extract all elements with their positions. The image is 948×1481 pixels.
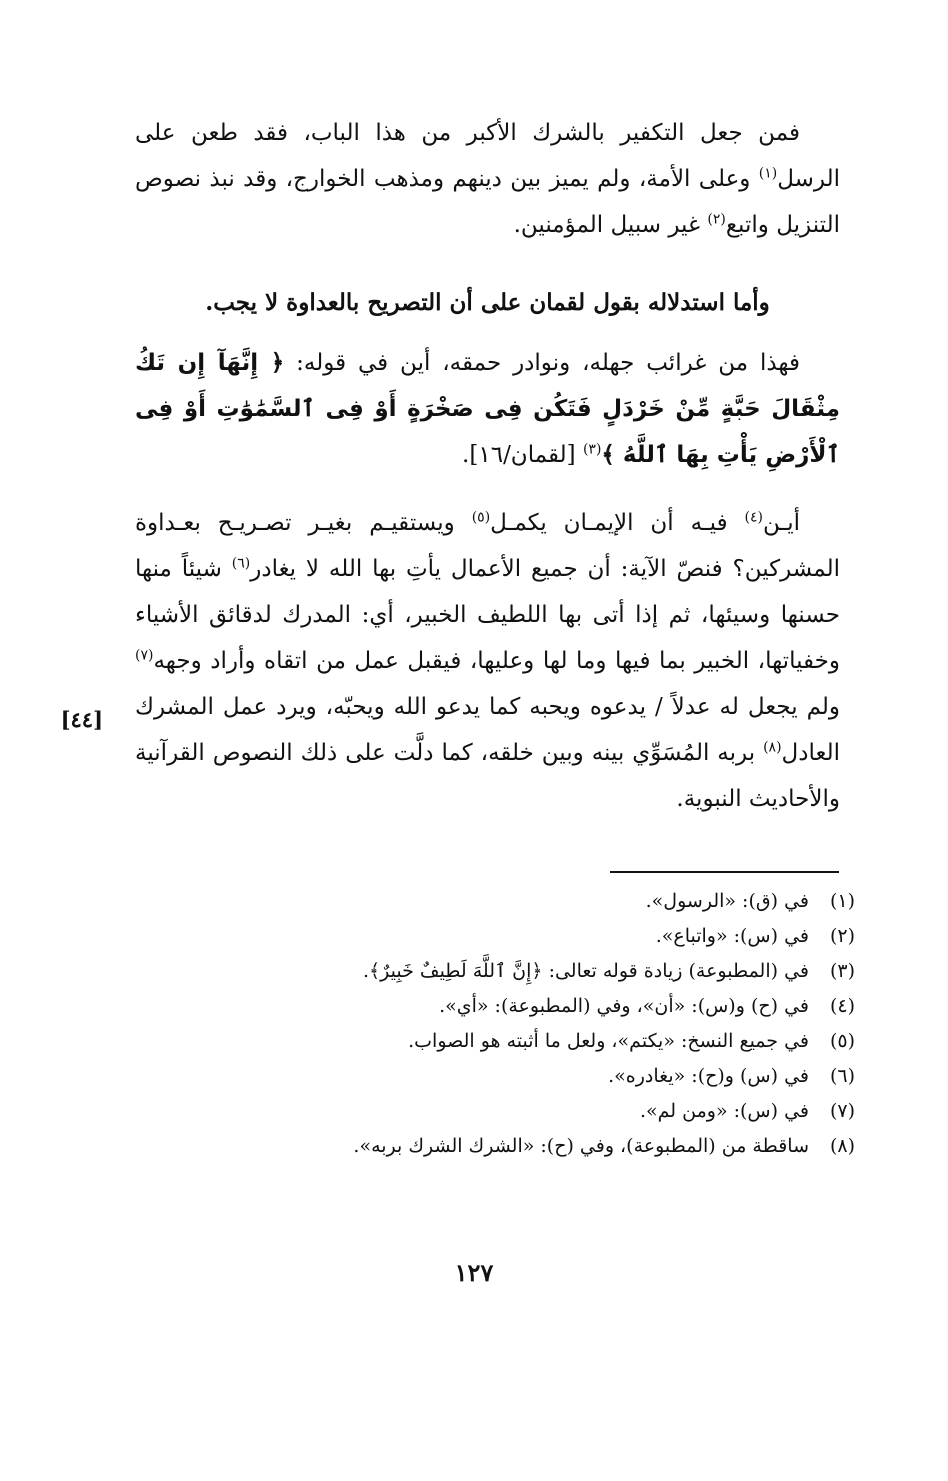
paragraph-3 (135, 500, 840, 822)
paragraph-3-text-d: شيئاً منها حسنها وسيئها، ثم إذا أتى بها اللطيف الخبير، أي: المدرك لدقائق الأشياء وخفياتها، الخبير بما فيها وما لها وعليها، فيقبل عمل من اتقاه وأراد وجهه (135, 556, 840, 674)
paragraph-1-text-a: فمن جعل التكفير بالشرك الأكبر من هذا الباب، فقد طعن على الرسل (135, 120, 840, 192)
footnote-marker-4[interactable]: (٤) (744, 509, 763, 526)
footnote-item (135, 989, 855, 1024)
footnote-marker-7[interactable]: (٧) (135, 647, 154, 664)
footnote-item (135, 1129, 855, 1164)
footnote-text: في (ق): «الرسول». (645, 890, 809, 912)
quran-verse: ﴿ إِنَّهَآ إِن تَكُ مِثْقَالَ حَبَّةٍ مِّنْ خَرْدَلٍ فَتَكُن فِى صَخْرَةٍ أَوْ فِى ٱلسَّمَٰوَٰتِ أَوْ فِى ٱلْأَرْضِ يَأْتِ بِهَا ٱللَّهُ ﴾ (135, 350, 840, 468)
footnote-item (135, 919, 855, 954)
footnote-text: ساقطة من (المطبوعة)، وفي (ح): «الشرك الشرك بربه». (353, 1135, 809, 1157)
footnote-marker-1[interactable]: (١) (758, 165, 778, 182)
section-heading: وأما استدلاله بقول لقمان على أن التصريح بالعداوة لا يجب. (205, 289, 770, 316)
footnote-number: (٦) (829, 1065, 855, 1087)
paragraph-1-text-c: غير سبيل المؤمنين. (513, 212, 708, 238)
footnote-marker-5[interactable]: (٥) (471, 509, 491, 526)
footnote-text: في (ح) و(س): «أن»، وفي (المطبوعة): «أي». (439, 995, 809, 1017)
paragraph-2 (135, 340, 840, 478)
footnote-number: (١) (829, 890, 855, 912)
footnotes-list (135, 884, 855, 1164)
footnote-text: في (المطبوعة) زيادة قوله تعالى: ﴿إِنَّ ٱللَّهَ لَطِيفٌ خَبِيرٌ﴾. (363, 960, 809, 982)
footnote-marker-3[interactable]: (٣) (582, 441, 602, 458)
footnote-item (135, 1094, 855, 1129)
footnote-text: في (س) و(ح): «يغادره». (608, 1065, 809, 1087)
footnote-item (135, 1024, 855, 1059)
footnote-text: في جميع النسخ: «يكتم»، ولعل ما أثبته هو الصواب. (408, 1030, 809, 1052)
paragraph-3-text-c: ويستقيـم بغيـر تصـريـح بعـداوة المشركين؟ فنصّ الآية: أن جميع الأعمال يأتِ بها الله لا يغادر (135, 510, 840, 582)
footnote-number: (٤) (829, 995, 855, 1017)
paragraph-3-text-a: أيـن (762, 510, 800, 536)
verse-reference: [لقمان/١٦]. (462, 442, 583, 468)
footnote-item (135, 954, 855, 989)
paragraph-1 (135, 110, 840, 248)
paragraph-3-text-e: ولم يجعل له عدلاً / يدعوه ويحبه كما يدعو الله ويحبّه، ويرد عمل المشرك العادل (135, 694, 840, 766)
paragraph-2-intro: فهذا من غرائب جهله، ونوادر حمقه، أين في قوله: (284, 350, 801, 376)
footnote-text: في (س): «واتباع». (655, 925, 809, 947)
footnote-number: (٨) (829, 1135, 855, 1157)
paragraph-3-text-b: فيـه أن الإيمـان يكمـل (490, 510, 745, 536)
footnote-item (135, 884, 855, 919)
footnote-item (135, 1059, 855, 1094)
footnote-marker-6[interactable]: (٦) (231, 555, 251, 572)
footnote-marker-2[interactable]: (٢) (707, 211, 726, 228)
footnote-number: (٣) (829, 960, 855, 982)
footnote-text: في (س): «ومن لم». (640, 1100, 809, 1122)
footnote-separator (610, 871, 839, 873)
footnote-number: (٢) (829, 925, 855, 947)
paragraph-1-text-b: وعلى الأمة، ولم يميز بين دينهم ومذهب الخوارج، وقد نبذ نصوص التنزيل واتبع (135, 166, 840, 238)
footnote-marker-8[interactable]: (٨) (763, 739, 782, 756)
paragraph-3-text-f: بربه المُسَوِّي بينه وبين خلقه، كما دلَّت على ذلك النصوص القرآنية والأحاديث النبوية. (135, 740, 840, 812)
footnote-number: (٥) (829, 1030, 855, 1052)
footnote-number: (٧) (829, 1100, 855, 1122)
page-number: ١٢٧ (454, 1258, 494, 1287)
manuscript-page-marker: [٤٤] (60, 707, 103, 732)
